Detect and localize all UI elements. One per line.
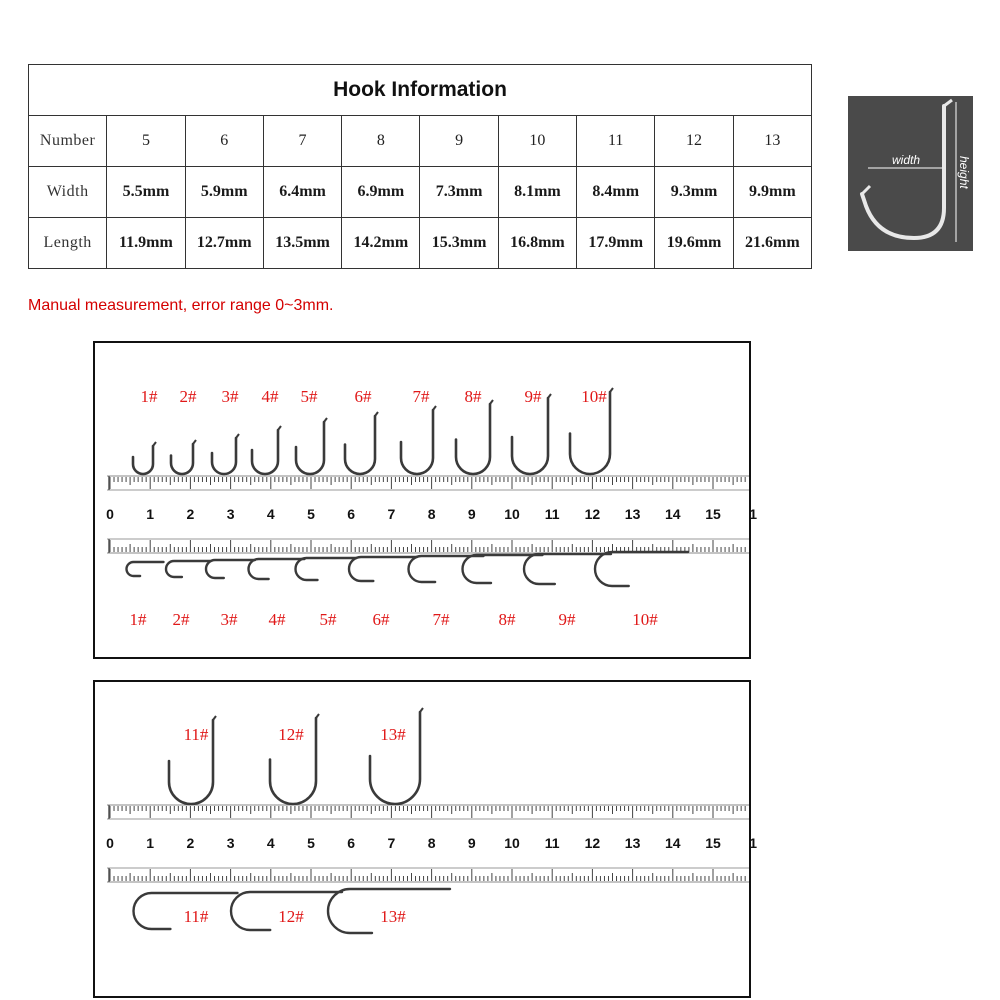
hook-dimension-diagram (848, 96, 973, 251)
ruler-number: 1 (749, 506, 758, 522)
hook-size-label-top: 12# (278, 725, 304, 744)
hook-size-label-top: 8# (464, 387, 482, 406)
hook-size-label-bottom: 2# (172, 610, 190, 629)
ruler-number: 2 (186, 835, 195, 851)
ruler-number: 9 (467, 835, 476, 851)
ruler-number: 8 (427, 506, 436, 522)
ruler-number: 4 (266, 506, 275, 522)
ruler-number: 11 (544, 835, 560, 851)
hook-size-label-top: 7# (412, 387, 430, 406)
ruler-number: 10 (504, 506, 520, 522)
hook-size-label-top: 10# (581, 387, 607, 406)
ruler-number: 7 (387, 506, 396, 522)
ruler-number: 5 (307, 506, 315, 522)
hook-size-label-top: 2# (179, 387, 197, 406)
table-cell: 13.5mm (263, 218, 341, 269)
hook-sideways (296, 558, 357, 580)
table-cell: 6.4mm (263, 167, 341, 218)
table-cell: 5.5mm (107, 167, 185, 218)
hook-upright (296, 422, 324, 474)
table-cell: 11 (577, 116, 655, 167)
hook-eye (490, 400, 493, 404)
row-label: Length (29, 218, 107, 269)
hook-sideways (166, 561, 210, 577)
table-cell: 6 (185, 116, 263, 167)
table-cell: 12.7mm (185, 218, 263, 269)
row-label: Width (29, 167, 107, 218)
hook-eye (213, 716, 216, 720)
hook-upright (401, 410, 433, 474)
ruler-number: 12 (584, 835, 601, 851)
hook-upright (212, 438, 236, 474)
hook-size-label-top: 6# (354, 387, 372, 406)
table-cell: 9.3mm (655, 167, 733, 218)
hook-size-label-bottom: 7# (432, 610, 450, 629)
hook-barb (862, 186, 870, 194)
ruler-number: 1 (749, 835, 758, 851)
table-row-width (29, 167, 812, 218)
hook-sideways (595, 552, 688, 586)
hook-eye (420, 708, 423, 712)
ruler-number: 13 (624, 835, 641, 851)
ruler-number: 7 (387, 835, 396, 851)
table-cell: 21.6mm (733, 218, 811, 269)
ruler-number: 15 (705, 835, 721, 851)
hook-eye (433, 406, 436, 410)
table-cell: 9 (420, 116, 498, 167)
hook-upright (171, 444, 193, 474)
hook-sideways (127, 562, 164, 576)
hook-eye (610, 388, 613, 392)
table-cell: 13 (733, 116, 811, 167)
hook-size-label-bottom: 3# (220, 610, 238, 629)
table-cell: 10 (498, 116, 576, 167)
ruler-number: 12 (584, 506, 601, 522)
ruler-number: 14 (665, 506, 681, 522)
table-title: Hook Information (29, 65, 812, 116)
row-label: Number (29, 116, 107, 167)
table-cell: 11.9mm (107, 218, 185, 269)
ruler-number: 5 (307, 835, 315, 851)
table-row-length (29, 218, 812, 269)
ruler-number: 6 (347, 506, 356, 522)
ruler-number: 13 (624, 506, 641, 522)
table-cell: 8.4mm (577, 167, 655, 218)
table-cell: 14.2mm (342, 218, 420, 269)
ruler-number: 6 (347, 835, 356, 851)
hook-information-table (28, 64, 812, 269)
ruler-number: 1 (146, 506, 155, 522)
hook-ruler-photo-2 (95, 682, 758, 996)
hook-size-label-bottom: 6# (372, 610, 390, 629)
hook-eye (316, 714, 319, 718)
ruler-number: 4 (266, 835, 275, 851)
ruler-number: 3 (226, 506, 235, 522)
hook-eye (324, 418, 327, 422)
hook-upright (345, 416, 375, 474)
measurement-note: Manual measurement, error range 0~3mm. (28, 297, 334, 314)
ruler-number: 11 (544, 506, 560, 522)
hook-eye (153, 442, 156, 446)
hook-eye (375, 412, 378, 416)
hook-upright (133, 446, 153, 474)
table-cell: 6.9mm (342, 167, 420, 218)
hook-eye (548, 394, 551, 398)
hook-size-label-bottom: 12# (278, 907, 304, 926)
ruler-number: 1 (146, 835, 155, 851)
hook-upright (512, 398, 548, 474)
hook-sideways (349, 557, 417, 581)
table-cell: 5.9mm (185, 167, 263, 218)
ruler-number: 15 (705, 506, 721, 522)
hook-eye (278, 426, 281, 430)
hook-size-label-bottom: 13# (380, 907, 406, 926)
height-label: height (957, 156, 971, 189)
hook-eye (193, 440, 196, 444)
ruler-number: 10 (504, 835, 520, 851)
hook-size-label-bottom: 4# (268, 610, 286, 629)
width-label: width (892, 153, 921, 167)
hook-outline (862, 106, 944, 238)
hook-size-label-bottom: 11# (183, 907, 209, 926)
hook-eye (944, 100, 952, 106)
hook-eye (236, 434, 239, 438)
hook-size-label-top: 11# (183, 725, 209, 744)
hook-upright (456, 404, 490, 474)
hook-size-label-bottom: 1# (129, 610, 147, 629)
ruler-number: 3 (226, 835, 235, 851)
table-cell: 15.3mm (420, 218, 498, 269)
ruler-number: 0 (106, 835, 114, 851)
ruler-number: 9 (467, 506, 476, 522)
ruler-number: 8 (427, 835, 436, 851)
table-cell: 9.9mm (733, 167, 811, 218)
hook-size-label-bottom: 9# (558, 610, 576, 629)
table-cell: 8 (342, 116, 420, 167)
hook-size-label-top: 9# (524, 387, 542, 406)
ruler-number: 0 (106, 506, 114, 522)
hook-size-label-top: 13# (380, 725, 406, 744)
table-cell: 12 (655, 116, 733, 167)
hook-size-label-top: 3# (221, 387, 239, 406)
hook-sideways (463, 555, 543, 583)
hook-size-label-top: 4# (261, 387, 279, 406)
ruler-number: 14 (665, 835, 681, 851)
ruler-number: 2 (186, 506, 195, 522)
hook-size-label-bottom: 5# (319, 610, 337, 629)
table-cell: 7.3mm (420, 167, 498, 218)
table-cell: 7 (263, 116, 341, 167)
table-cell: 8.1mm (498, 167, 576, 218)
hook-size-label-bottom: 10# (632, 610, 658, 629)
hook-size-label-top: 1# (140, 387, 158, 406)
hook-size-panel-1-10 (93, 341, 758, 659)
hook-size-label-top: 5# (300, 387, 318, 406)
table-cell: 16.8mm (498, 218, 576, 269)
table-row-number (29, 116, 812, 167)
table-cell: 19.6mm (655, 218, 733, 269)
table-cell: 5 (107, 116, 185, 167)
table-cell: 17.9mm (577, 218, 655, 269)
hook-size-panel-11-13 (93, 680, 758, 998)
hook-sideways (409, 556, 484, 582)
hook-size-label-bottom: 8# (498, 610, 516, 629)
hook-upright (252, 430, 278, 474)
hook-ruler-photo-1 (95, 343, 758, 657)
